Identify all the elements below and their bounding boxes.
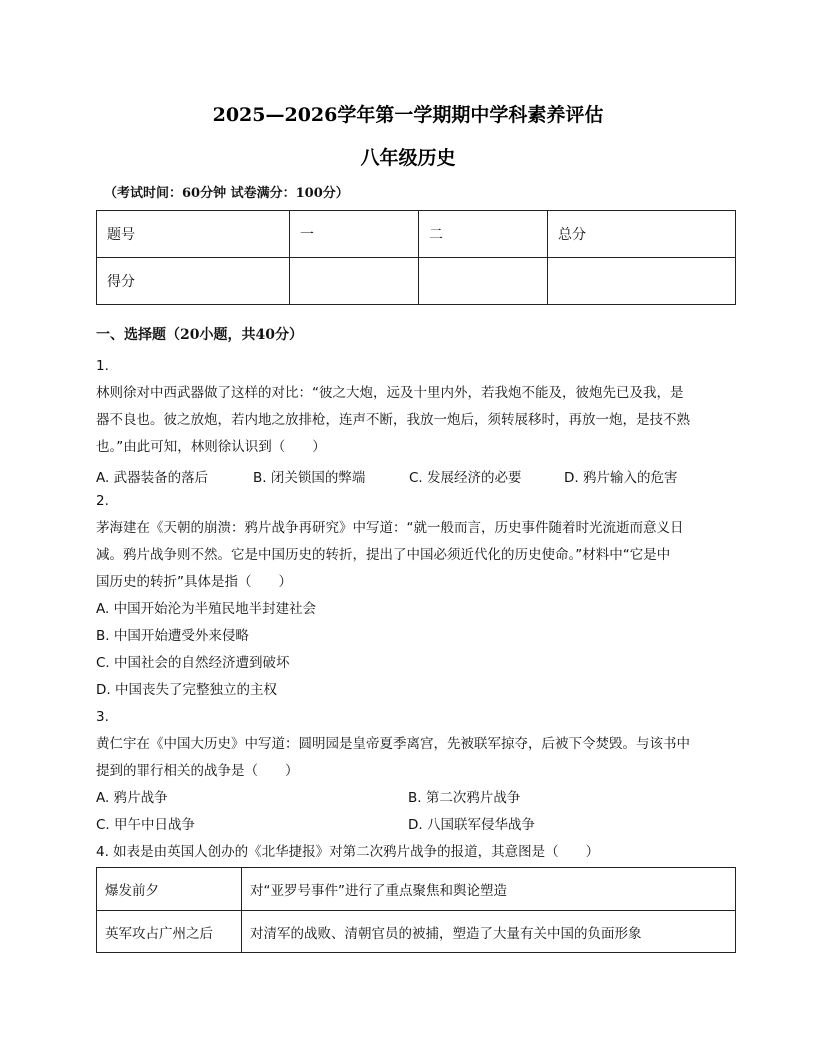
question-text-line: 器不良也。彼之放炮，若内地之放排枪，连声不断，我放一炮后，须转展移时，再放一炮，是技不熟 xyxy=(96,412,690,428)
option-d: D. 鸦片输入的危害 xyxy=(564,470,678,486)
score-header-cell: 一 xyxy=(290,211,419,258)
option-c: C. 中国社会的自然经济遭到破坏 xyxy=(96,655,290,671)
table-row xyxy=(97,911,736,953)
option-c: C. 甲午中日战争 xyxy=(96,817,196,833)
score-table xyxy=(96,210,736,305)
question-text-line: 提到的罪行相关的战争是（ ） xyxy=(96,763,299,779)
section-title: 一、选择题（20小题，共40分） xyxy=(96,327,303,343)
exam-subtitle: 八年级历史 xyxy=(360,147,456,169)
score-row-label: 得分 xyxy=(97,258,290,305)
question-number: 2. xyxy=(96,493,109,509)
exam-info: （考试时间：60分钟 试卷满分：100分） xyxy=(104,186,349,201)
score-table-header-row xyxy=(97,211,736,258)
table-cell: 对清军的战败、清朝官员的被捕，塑造了大量有关中国的负面形象 xyxy=(242,911,736,953)
question-text-line: 国历史的转折”具体是指（ ） xyxy=(96,574,292,590)
question-table xyxy=(96,867,736,953)
option-c: C. 发展经济的必要 xyxy=(409,470,522,486)
question-text-line: 林则徐对中西武器做了这样的对比：“彼之大炮，远及十里内外，若我炮不能及，彼炮先已及我，是 xyxy=(96,385,684,401)
option-b: B. 第二次鸦片战争 xyxy=(408,790,521,806)
score-header-cell: 题号 xyxy=(97,211,290,258)
table-cell: 英军攻占广州之后 xyxy=(97,911,242,953)
score-cell[interactable] xyxy=(419,258,548,305)
table-cell: 爆发前夕 xyxy=(97,868,242,911)
option-d: D. 中国丧失了完整独立的主权 xyxy=(96,682,277,698)
option-d: D. 八国联军侵华战争 xyxy=(408,817,535,833)
option-b: B. 闭关锁国的弊端 xyxy=(253,470,366,486)
score-table-score-row xyxy=(97,258,736,305)
score-header-cell: 总分 xyxy=(548,211,736,258)
score-cell[interactable] xyxy=(290,258,419,305)
question-number: 1. xyxy=(96,358,109,374)
option-a: A. 武器装备的落后 xyxy=(96,470,209,486)
table-cell: 对“亚罗号事件”进行了重点聚焦和舆论塑造 xyxy=(242,868,736,911)
question-text-line: 也。”由此可知，林则徐认识到（ ） xyxy=(96,439,326,455)
option-a: A. 中国开始沦为半殖民地半封建社会 xyxy=(96,601,317,617)
score-header-cell: 二 xyxy=(419,211,548,258)
question-text-line: 减。鸦片战争则不然。它是中国历史的转折，提出了中国必须近代化的历史使命。”材料中“它是中 xyxy=(96,547,671,563)
exam-title: 2025—2026学年第一学期期中学科素养评估 xyxy=(212,104,604,126)
question-text-line: 茅海建在《天朝的崩溃：鸦片战争再研究》中写道：“就一般而言，历史事件随着时光流逝而意义日 xyxy=(96,520,684,536)
option-b: B. 中国开始遭受外来侵略 xyxy=(96,628,249,644)
question-number: 3. xyxy=(96,709,109,725)
question-stem: 4. 如表是由英国人创办的《北华捷报》对第二次鸦片战争的报道，其意图是（ ） xyxy=(96,844,600,860)
table-row xyxy=(97,868,736,911)
score-cell[interactable] xyxy=(548,258,736,305)
option-a: A. 鸦片战争 xyxy=(96,790,168,806)
question-text-line: 黄仁宇在《中国大历史》中写道：圆明园是皇帝夏季离宫，先被联军掠夺，后被下令焚毁。与该书中 xyxy=(96,736,690,752)
